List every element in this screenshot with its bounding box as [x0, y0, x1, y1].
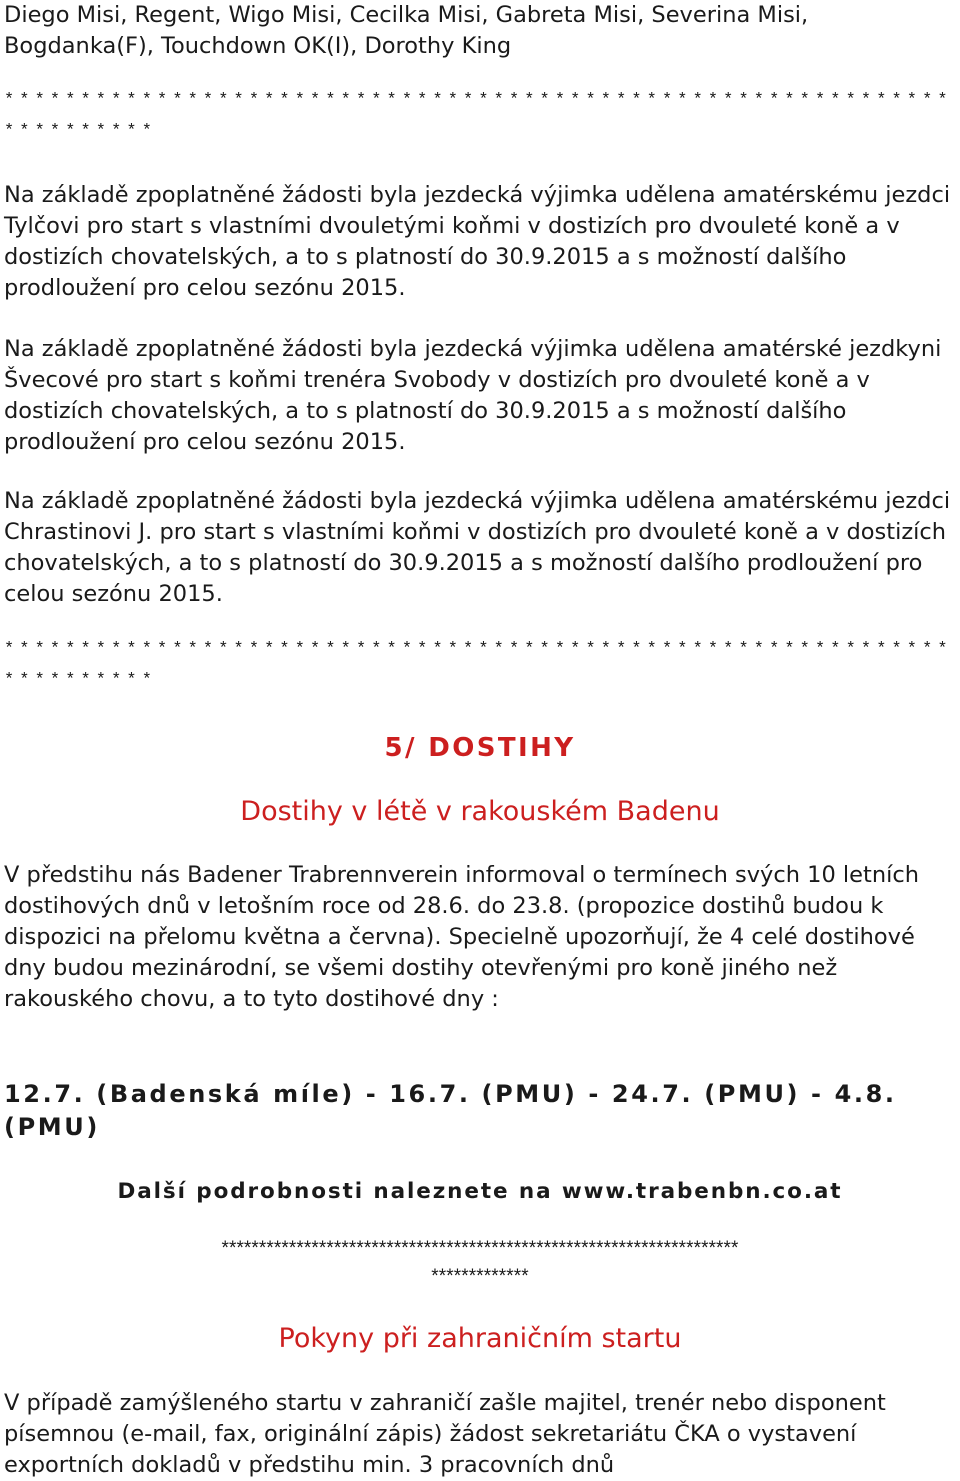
- paragraph-exemption-tylc: Na základě zpoplatněné žádosti byla jezdecká výjimka udělena amatérskému jezdci Tylčovi pro start s vlastními dvouletými koňmi v dostizích pro dvouleté koně a v dostizích chovatelských, a to s platností do 30.9.2015 a s možností dalšího prodloužení pro celou sezónu 2015.: [4, 182, 951, 301]
- horse-names: Diego Misi, Regent, Wigo Misi, Cecilka Misi, Gabreta Misi, Severina Misi, Bogdanka(F), Touchdown OK(I), Dorothy King: [4, 2, 809, 59]
- section-body: V předstihu nás Badener Trabrennverein informoval o termínech svých 10 letních dostihových dnů v letošním roce od 28.6. do 23.8. (propozice dostihů budou k dispozici na přelomu května a června). Specielně upozorňují, že 4 celé dostihové dny budou mezinárodní, se všemi dostihy otevřenými pro koně jiného než rakouského chovu, a to tyto dostihové dny :: [4, 862, 919, 1012]
- separator-line: **************************************************************: [4, 640, 953, 659]
- separator-line: *************: [431, 1266, 529, 1287]
- separator-line: **************************************************************: [4, 91, 953, 110]
- section-heading: 5/ DOSTIHY: [384, 733, 576, 763]
- section2-heading: Pokyny při zahraničním startu: [278, 1323, 682, 1354]
- paragraph-exemption-svecova: Na základě zpoplatněné žádosti byla jezdecká výjimka udělena amatérské jezdkyni Švecové pro start s koňmi trenéra Svobody v dostizích pro dvouleté koně a v dostizích chovatelských, a to s platností do 30.9.2015 a s možností dalšího prodloužení pro celou sezónu 2015.: [4, 336, 942, 455]
- more-info: Další podrobnosti naleznete na www.trabenbn.co.at: [117, 1179, 843, 1204]
- paragraph-exemption-chrastina: Na základě zpoplatněné žádosti byla jezdecká výjimka udělena amatérskému jezdci Chrastinovi J. pro start s vlastními koňmi v dostizích pro dvouleté koně a v dostizích chovatelských, a to s platností do 30.9.2015 a s možností dalšího prodloužení pro celou sezónu 2015.: [4, 488, 951, 607]
- race-dates: 12.7. (Badenská míle) - 16.7. (PMU) - 24.7. (PMU) - 4.8. (PMU): [4, 1080, 897, 1141]
- separator-line: **********: [4, 122, 158, 141]
- separator-line: **********: [4, 671, 158, 690]
- section2-body: V případě zamýšleného startu v zahraničí zašle majitel, trenér nebo disponent písemnou (e-mail, fax, originální zápis) žádost sekretariátu ČKA o vystavení exportních dokladů v předstihu min. 3 pracovních dnů: [4, 1390, 886, 1478]
- section-subheading: Dostihy v létě v rakouském Badenu: [240, 796, 720, 827]
- separator-line: *********************************************************************: [221, 1238, 739, 1259]
